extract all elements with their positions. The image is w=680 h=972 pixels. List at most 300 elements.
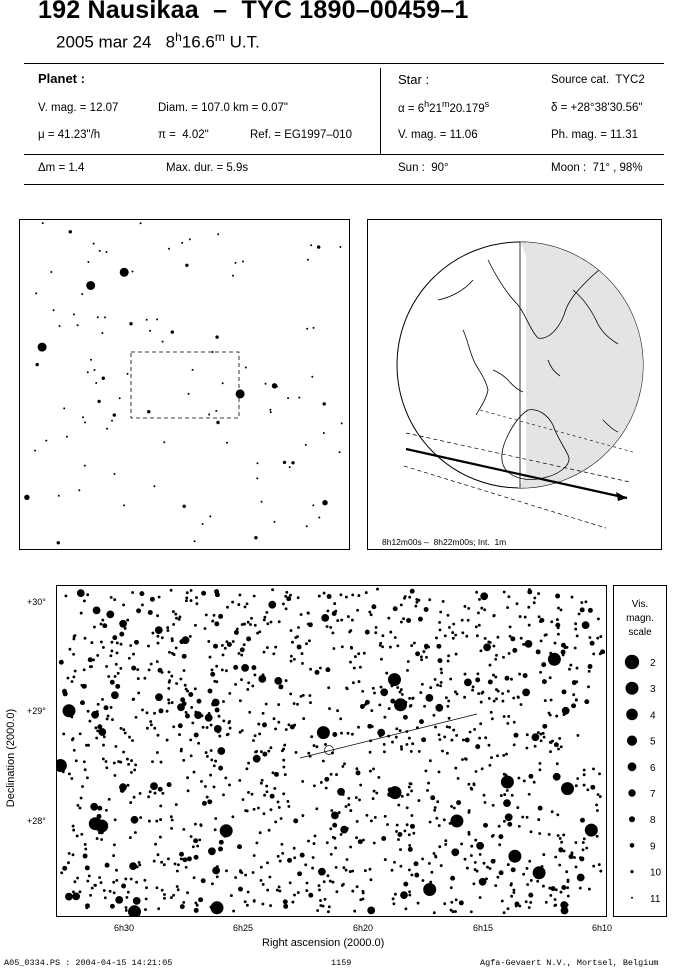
star-dot (168, 651, 171, 654)
star-dot (575, 784, 578, 787)
star-dot (507, 595, 510, 598)
star-dot (153, 860, 156, 863)
star-dot (476, 842, 484, 850)
globe-caption: 8h12m00s – 8h22m00s; Int. 1m (382, 537, 507, 547)
star-dot (332, 881, 335, 884)
star-dot (408, 737, 411, 740)
star-dot (323, 432, 325, 434)
star-dot (255, 841, 258, 844)
legend-dot (626, 682, 639, 695)
star-dot (185, 714, 190, 719)
star-dot (238, 652, 241, 655)
star-dot (113, 891, 116, 894)
star-dot (475, 625, 478, 628)
star-dot (24, 495, 29, 500)
star-dot (119, 761, 122, 764)
star-dot (183, 669, 186, 672)
star-dot (320, 781, 323, 784)
magnitude-legend (613, 585, 667, 917)
minute-unit: m (214, 30, 225, 44)
star-dot (302, 694, 305, 697)
star-dot (365, 591, 368, 594)
star-dot (351, 593, 354, 596)
star-dot (80, 700, 85, 705)
star-dot (287, 858, 292, 863)
ra-m-unit: m (441, 99, 450, 109)
star-dot (97, 316, 99, 318)
star-dot (93, 884, 96, 887)
star-dot (301, 652, 304, 655)
star-dot (93, 607, 101, 615)
star-dot (400, 603, 403, 606)
star-dot (278, 885, 281, 888)
star-dot (523, 673, 528, 678)
star-dot (301, 662, 304, 665)
star-dot (171, 819, 174, 822)
star-dot (548, 887, 551, 890)
star-dot (512, 889, 515, 892)
star-phmag: Ph. mag. = 11.31 (551, 129, 639, 141)
star-dot (312, 504, 314, 506)
star-dot (436, 644, 441, 649)
star-dot (348, 630, 351, 633)
star-dot (192, 369, 194, 371)
star-dot (253, 755, 261, 763)
star-dot (211, 882, 214, 885)
star-dot (278, 806, 281, 809)
star-dot (234, 876, 237, 879)
star-dot (138, 861, 141, 864)
star-dot (119, 620, 127, 628)
star-dot (272, 771, 275, 774)
star-dot (323, 592, 326, 595)
star-dot (542, 679, 547, 684)
star-dot (483, 794, 486, 797)
star-dot (393, 861, 396, 864)
star-dot (549, 661, 552, 664)
star-dot (155, 886, 158, 889)
star-dot (330, 773, 333, 776)
star-dot (209, 656, 212, 659)
star-dot (444, 839, 447, 842)
star-dot (506, 789, 509, 792)
star-dot (127, 763, 130, 766)
star-dot (326, 609, 329, 612)
star-dot (503, 911, 506, 914)
star-dot (185, 599, 188, 602)
star-dot (246, 602, 249, 605)
star-dot (583, 837, 586, 840)
star-dot (166, 710, 169, 713)
star-dot (561, 782, 574, 795)
star-dot (406, 806, 409, 809)
star-dot (160, 861, 163, 864)
star-dot (524, 616, 527, 619)
star-dot (229, 727, 232, 730)
star-dot (297, 891, 300, 894)
star-dot (438, 738, 441, 741)
star-dot (304, 863, 307, 866)
star-dot (189, 635, 192, 638)
star-dot (425, 647, 428, 650)
star-dot (134, 640, 139, 645)
star-dot (127, 373, 129, 375)
star-dot (489, 641, 492, 644)
star-dot (187, 789, 190, 792)
star-dot (258, 630, 261, 633)
star-dot (232, 275, 234, 277)
planet-diameter: Diam. = 107.0 km = 0.07" (158, 102, 289, 114)
star-dot (79, 807, 82, 810)
star-dot (127, 891, 130, 894)
star-dot (592, 865, 595, 868)
hour-unit: h (175, 30, 182, 44)
star-dot (258, 675, 266, 683)
star-dot (501, 700, 504, 703)
star-dot (341, 765, 344, 768)
star-dot (528, 860, 531, 863)
star-dot (86, 593, 89, 596)
star-dot (266, 889, 269, 892)
star-dot (576, 667, 579, 670)
star-dot (379, 642, 382, 645)
star-dot (502, 754, 505, 757)
star-dot (464, 757, 467, 760)
star-dot (520, 637, 523, 640)
star-dot (119, 397, 121, 399)
star-dot (113, 598, 116, 601)
star-dot (443, 735, 446, 738)
star-dot (561, 650, 566, 655)
star-dot (369, 878, 372, 881)
star-dot (88, 720, 91, 723)
star-dot (139, 792, 142, 795)
legend-dot (627, 736, 637, 746)
star-dot (388, 787, 393, 792)
star-dot (293, 894, 296, 897)
star-dot (522, 643, 525, 646)
star-dot (510, 884, 513, 887)
star-dot (426, 789, 429, 792)
star-dot (413, 642, 416, 645)
ra-tick-6h20: 6h20 (353, 923, 374, 933)
star-dot (559, 837, 562, 840)
star-dot (414, 605, 417, 608)
star-dot (158, 596, 161, 599)
star-dot (481, 691, 484, 694)
star-dot (62, 866, 67, 871)
star-dot (253, 808, 256, 811)
star-dot (228, 783, 231, 786)
star-dot (403, 597, 406, 600)
star-dot (353, 667, 356, 670)
star-dot (161, 792, 164, 795)
star-dot (306, 882, 309, 885)
star-dot (317, 726, 330, 739)
star-dot (82, 416, 84, 418)
star-dot (448, 717, 451, 720)
star-dot (161, 889, 164, 892)
star-dot (336, 709, 339, 712)
star-dot (101, 332, 103, 334)
star-dot (289, 466, 291, 468)
star-dot (530, 879, 533, 882)
star-dot (224, 647, 227, 650)
star-dot (178, 615, 181, 618)
star-dot (177, 703, 185, 711)
star-dot (399, 729, 402, 732)
star-dot (479, 896, 482, 899)
star-dot (548, 833, 551, 836)
star-dot (293, 856, 296, 859)
star-dot (455, 653, 458, 656)
star-dot (194, 901, 197, 904)
star-dot (488, 764, 491, 767)
star-dot (274, 677, 282, 685)
star-dot (494, 676, 497, 679)
star-dot (163, 893, 166, 896)
star-dot (479, 649, 482, 652)
legend-mag-label: 3 (650, 684, 656, 696)
star-dot (580, 601, 583, 604)
star-dot (84, 421, 86, 423)
star-dot (83, 599, 86, 602)
star-dot (182, 759, 185, 762)
star-dot (59, 660, 64, 665)
star-dot (318, 517, 320, 519)
star-dot (514, 733, 519, 738)
star-dot (198, 838, 201, 841)
star-dot (349, 661, 352, 664)
star-dot (308, 893, 313, 898)
star-dot (324, 743, 327, 746)
star-dot (480, 701, 483, 704)
legend-dot (629, 816, 635, 822)
star-dot (433, 809, 436, 812)
star-dot (419, 719, 424, 724)
star-dot (96, 837, 99, 840)
star-dot (475, 744, 480, 749)
star-dot (472, 882, 475, 885)
star-dot (342, 793, 345, 796)
star-dot (528, 774, 533, 779)
star-dot (236, 389, 245, 398)
star-dot (177, 888, 180, 891)
star-dot (496, 636, 499, 639)
dec-tick-29: +29° (27, 706, 46, 716)
star-dot (311, 867, 314, 870)
star-dot (578, 612, 581, 615)
star-dot (124, 877, 127, 880)
star-dot (341, 645, 344, 648)
star-dot (132, 653, 135, 656)
star-dot (104, 896, 107, 899)
star-dot (542, 724, 547, 729)
star-dot (294, 636, 297, 639)
star-dot (401, 693, 404, 696)
star-dot (435, 704, 443, 712)
star-dot (372, 687, 375, 690)
star-dot (89, 665, 92, 668)
star-dot (501, 692, 504, 695)
star-dot (245, 367, 247, 369)
star-dot (156, 751, 159, 754)
star-dot (180, 857, 183, 860)
star-dot (400, 748, 403, 751)
star-dot (555, 715, 558, 718)
star-dot (587, 685, 590, 688)
star-dot (218, 847, 223, 852)
legend-mag-label: 6 (650, 762, 656, 774)
star-dot (417, 799, 420, 802)
star-dot (359, 784, 362, 787)
star-dot (592, 767, 595, 770)
star-dot (185, 866, 188, 869)
star-dot (429, 881, 432, 884)
legend-dot (630, 870, 633, 873)
star-dot (80, 833, 83, 836)
star-dot (260, 879, 263, 882)
star-dot (146, 711, 149, 714)
star-dot (95, 382, 97, 384)
star-dot (408, 890, 411, 893)
star-dot (156, 635, 159, 638)
star-dot (286, 596, 291, 601)
star-dot (283, 904, 288, 909)
star-dot (400, 745, 403, 748)
star-dot (489, 867, 492, 870)
star-dot (197, 742, 200, 745)
star-dot (510, 678, 513, 681)
star-dot (399, 691, 402, 694)
star-dot (443, 818, 446, 821)
dec-tick-30: +30° (27, 597, 46, 607)
star-dot (384, 815, 387, 818)
star-dot (444, 634, 447, 637)
star-dot (562, 833, 565, 836)
star-dot (507, 907, 510, 910)
star-dot (159, 804, 162, 807)
star-dot (539, 872, 542, 875)
star-dot (68, 894, 71, 897)
star-dot (403, 715, 408, 720)
star-dot (188, 692, 193, 697)
star-dot (544, 699, 547, 702)
star-dot (347, 797, 350, 800)
star-dot (372, 797, 375, 800)
star-dot (388, 707, 391, 710)
star-dot (145, 897, 148, 900)
star-dot (447, 654, 450, 657)
star-dot (127, 784, 130, 787)
star-dot (148, 668, 151, 671)
star-dot (215, 410, 217, 412)
star-dot (214, 828, 217, 831)
star-dot (300, 853, 305, 858)
star-dot (393, 606, 398, 611)
star-right-ascension (398, 99, 489, 115)
star-dot (583, 773, 586, 776)
star-dot (217, 233, 219, 235)
legend-title-line: magn. (626, 613, 654, 624)
star-dot (327, 594, 332, 599)
star-dot (370, 709, 373, 712)
star-dot (427, 646, 430, 649)
ra-tick-6h10: 6h10 (592, 923, 613, 933)
star-dot (138, 863, 141, 866)
star-dot (206, 796, 209, 799)
star-dot (430, 871, 433, 874)
star-dot (222, 793, 225, 796)
star-dot (239, 731, 242, 734)
star-dot (72, 653, 75, 656)
star-dot (182, 901, 185, 904)
star-dot (194, 711, 202, 719)
star-dot (567, 879, 570, 882)
star-dot (254, 751, 257, 754)
star-dot (503, 773, 506, 776)
star-dot (241, 664, 249, 672)
star-dot (87, 261, 89, 263)
star-dot (186, 776, 189, 779)
star-dot (365, 630, 370, 635)
star-dot (330, 853, 333, 856)
star-dot (484, 736, 487, 739)
star-dot (565, 870, 568, 873)
star-dot (83, 854, 88, 859)
star-dot (356, 770, 361, 775)
star-dot (566, 886, 569, 889)
star-dot (293, 818, 298, 823)
star-dot (396, 686, 399, 689)
star-dot (150, 782, 158, 790)
star-dot (178, 733, 181, 736)
star-dot (347, 732, 350, 735)
star-dot (322, 760, 325, 763)
star-dot (95, 737, 98, 740)
star-dot (536, 880, 539, 883)
star-dot (269, 409, 271, 411)
star-dot (79, 732, 82, 735)
star-dot (226, 733, 229, 736)
star-dot (209, 906, 212, 909)
star-dot (84, 768, 87, 771)
star-dot (45, 440, 47, 442)
star-dot (359, 666, 362, 669)
star-dot (596, 809, 599, 812)
star-dot (345, 869, 348, 872)
star-dot (200, 780, 203, 783)
star-dot (410, 825, 413, 828)
star-dot (251, 665, 256, 670)
star-dot (291, 461, 294, 464)
star-dot (450, 815, 463, 828)
star-dot (253, 673, 256, 676)
star-dot (290, 660, 293, 663)
star-dot (148, 820, 151, 823)
star-dot (290, 655, 293, 658)
star-dot (484, 801, 487, 804)
star-dot (560, 841, 563, 844)
star-dot (336, 619, 339, 622)
star-dot (507, 822, 512, 827)
star-dot (363, 652, 366, 655)
star-dot (179, 852, 184, 857)
star-dot (308, 639, 311, 642)
star-dot (441, 750, 444, 753)
info-divider (380, 68, 381, 154)
star-dot (244, 900, 247, 903)
